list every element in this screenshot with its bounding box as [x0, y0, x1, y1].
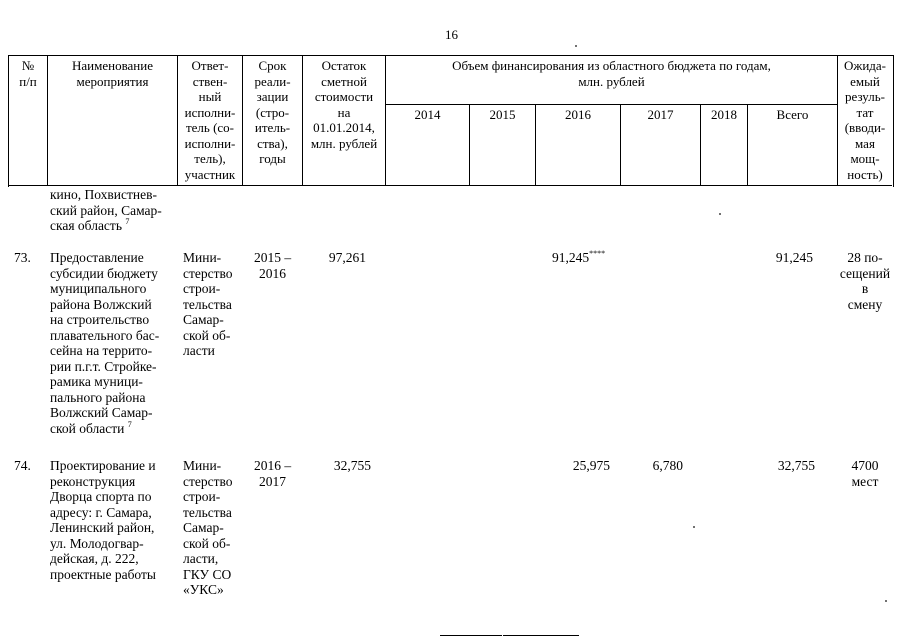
footer-line [440, 635, 502, 636]
header-responsible: Ответ- ствен- ный исполни- тель (со- исполни- тель), участник [184, 58, 236, 182]
header-name: Наименование мероприятия [72, 58, 153, 89]
scan-speck [693, 526, 695, 528]
row-74-2017: 6,780 [652, 458, 683, 473]
header-result: Ожида- емый резуль- тат (вводи- мая мощ- ность) [843, 58, 887, 182]
header-year-2017: 2017 [647, 107, 674, 122]
row-74-remain: 32,755 [333, 458, 371, 473]
page-number: 16 [445, 27, 458, 42]
row-73-term: 2015 – 2016 [253, 250, 292, 281]
header-year-2016: 2016 [565, 107, 591, 122]
row-73-name: Предоставление субсидии бюджету муниципального района Волжский на строительство плавательного бас- сейна на террито- рии п.г.т. Стройке- рамика муници- пального района Волжский Самар- ской области $^7$ [50, 250, 160, 436]
scan-speck [719, 213, 721, 215]
row-73-remain: 97,261 [328, 250, 366, 265]
row-74-responsible: Мини- стерство строи- тельства Самар- ской об- ласти, ГКУ СО «УКС» [183, 458, 233, 597]
fin-subheader-line [385, 104, 837, 105]
row-74-name: Проектирование и реконструкция Дворца спорта по адресу: г. Самара, Ленинский район, ул. Молодогвар- дейская, д. 222, проектные работы [50, 458, 156, 582]
footer-line [503, 635, 579, 636]
scan-speck [885, 600, 887, 602]
row-73-total: 91,245 [775, 250, 813, 265]
header-num: № п/п [19, 58, 37, 89]
row-74-number: 74. [14, 458, 31, 473]
header-term: Срок реали- зации (стро- итель- ства), годы [254, 58, 291, 166]
header-year-2015: 2015 [489, 107, 516, 122]
header-year-2014: 2014 [414, 107, 441, 122]
scan-speck [575, 45, 577, 47]
row-73-2016: 91,245**** [552, 249, 606, 265]
table-header-bottom [8, 185, 892, 186]
header-financing: Объем финансирования из областного бюджета по годам, млн. рублей [452, 58, 771, 89]
row-73-number: 73. [14, 250, 31, 265]
header-year-2018: 2018 [711, 107, 737, 122]
row-74-term: 2016 – 2017 [253, 458, 292, 489]
row-74-total: 32,755 [777, 458, 815, 473]
row-73-responsible: Мини- стерство строи- тельства Самар- ской об- ласти [183, 250, 233, 358]
row-73-result: 28 по- сещений в смену [839, 250, 891, 312]
header-remain: Остаток сметной стоимости на 01.01.2014, млн. рублей [310, 58, 378, 151]
row-continuation-name: кино, Похвистнев- ский район, Самар- ская область $^7$ [50, 187, 162, 233]
header-year-total: Всего [776, 107, 809, 122]
row-74-result: 4700 мест [851, 458, 879, 489]
row-74-2016: 25,975 [572, 458, 610, 473]
